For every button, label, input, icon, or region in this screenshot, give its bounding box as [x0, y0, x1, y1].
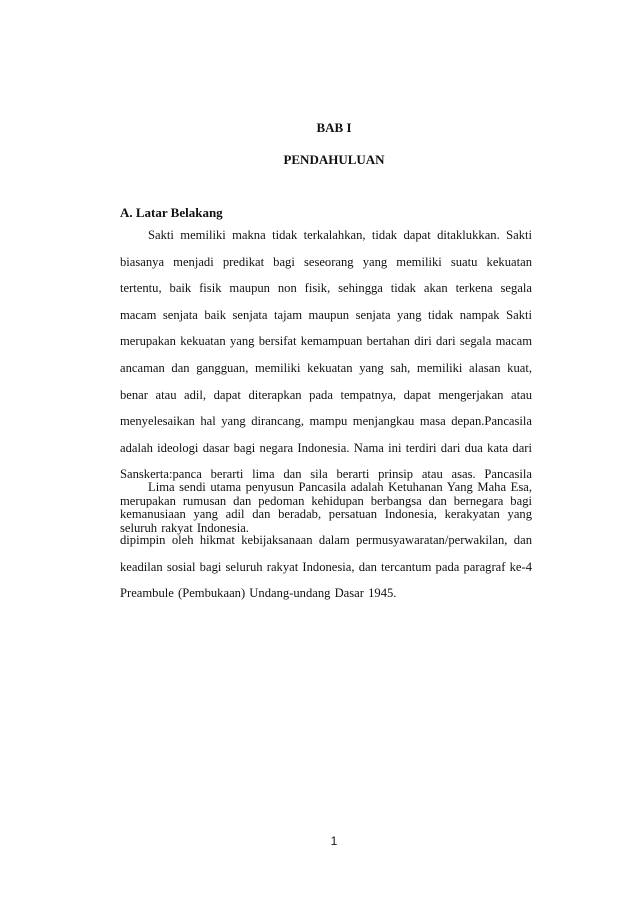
- paragraph-text: Sakti memiliki makna tidak terkalahkan, tidak dapat ditaklukkan. Sakti biasanya menjadi predikat bagi seseorang yang memiliki suatu kekuatan tertentu, baik fisik maupun non fisik, sehingga tidak akan terkena segala macam senjata baik senjata tajam maupun senjata yang tidak nampak Sakti merupakan kekuatan yang bersifat kemampuan bertahan diri dari segala macam ancaman dan gangguan, memiliki kekuatan yang sah, memiliki alasan kuat, benar atau adil, dapat diterapkan pada tempatnya, dapat mengerjakan atau menyelesaikan hal yang dirancang, mampu menjangkau masa depan.Pancasila adalah ideologi dasar bagi negara Indonesia. Nama ini terdiri dari dua kata dari Sanskerta:panca berarti lima dan sila berarti prinsip atau asas. Pancasila merupakan rumusan dan pedoman kehidupan berbangsa dan bernegara bagi seluruh rakyat Indonesia.: [120, 228, 532, 535]
- section-heading: A. Latar Belakang: [120, 205, 223, 220]
- paragraph-text: Lima sendi utama penyusun Pancasila adalah Ketuhanan Yang Maha Esa, kemanusiaan yang adil dan beradab, persatuan Indonesia, kerakyatan yang dipimpin oleh hikmat kebijaksanaan dalam permusyawaratan/perwakilan, dan keadilan sosial bagi seluruh rakyat Indonesia, dan tercantum pada paragraf ke-4 Preambule (Pembukaan) Undang-undang Dasar 1945.: [120, 480, 532, 601]
- paragraph: [120, 474, 532, 607]
- page-number: 1: [330, 834, 338, 848]
- chapter-title: PENDAHULUAN: [283, 152, 385, 167]
- chapter-number: BAB I: [316, 120, 352, 135]
